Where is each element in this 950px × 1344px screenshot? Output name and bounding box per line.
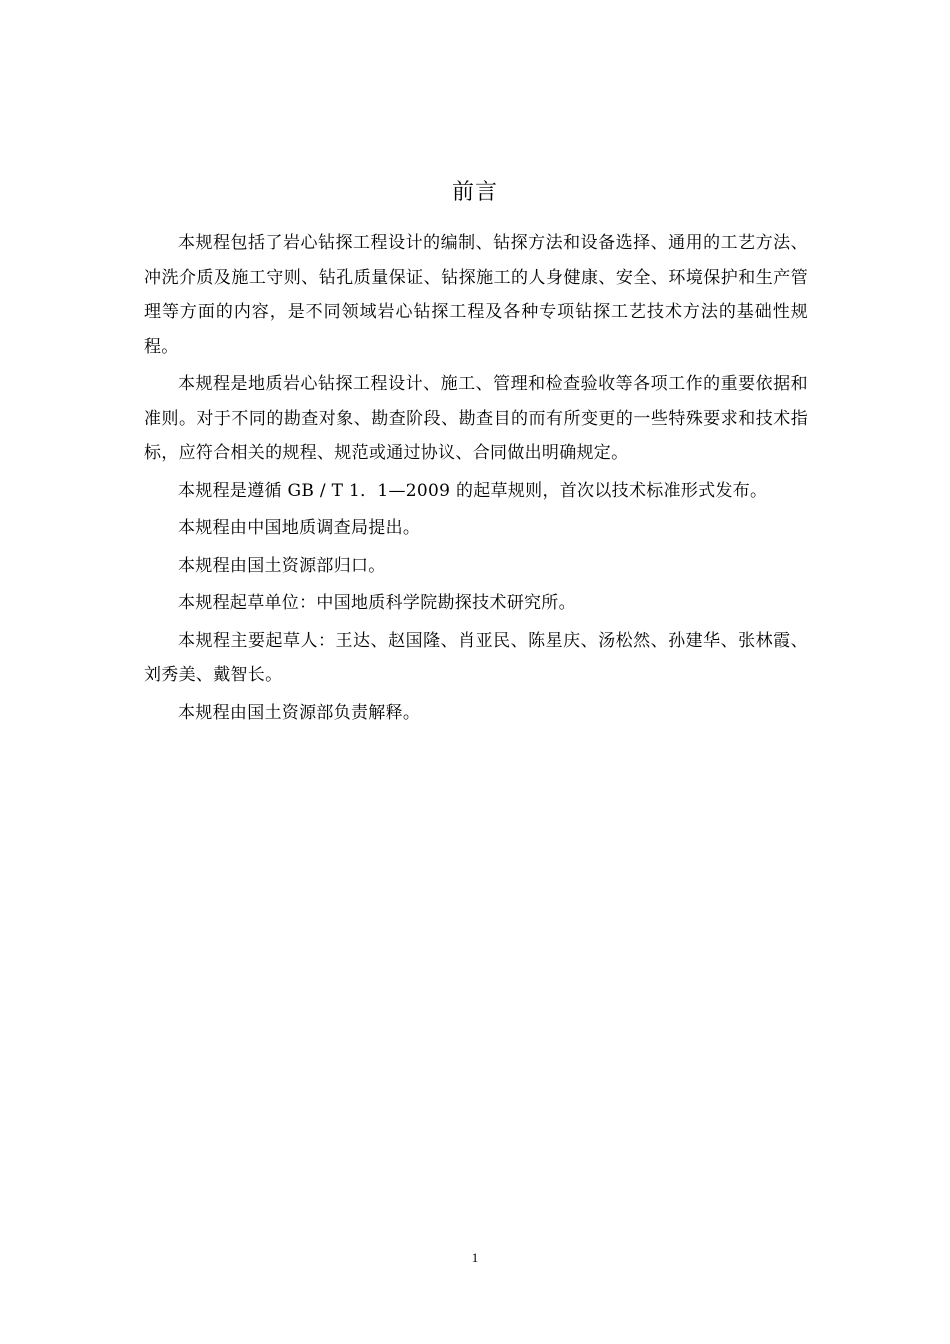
page-number: 1 <box>471 1250 479 1265</box>
page-title: 前言 <box>451 180 498 205</box>
paragraph-drafting-unit: 本规程起草单位：中国地质科学院勘探技术研究所。 <box>178 593 576 613</box>
paragraph-centralized-management: 本规程由国土资源部归口。 <box>178 555 386 576</box>
paragraph-interpretation: 本规程由国土资源部负责解释。 <box>178 702 421 723</box>
paragraph-scope: 本规程包括了岩心钻探工程设计的编制、钻探方法和设备选择、通用的工艺方法、冲洗介质及施工守则、钻孔质量保证、钻探施工的人身健康、安全、环境保护和生产管理等方面的内容，是不同领域岩心钻探工程及各种专项钻探工艺技术方法的基础性规程。 <box>144 233 808 357</box>
paragraph-basis: 本规程是地质岩心钻探工程设计、施工、管理和检查验收等各项工作的重要依据和准则。对于不同的勘查对象、勘查阶段、勘查目的而有所变更的一些特殊要求和技术指标，应符合相关的规程、规范或通过协议、合同做出明确规定。 <box>144 374 808 463</box>
paragraph-drafters: 本规程主要起草人：王达、赵国隆、肖亚民、陈星庆、汤松然、孙建华、张林霞、刘秀美、戴智长。 <box>144 630 808 685</box>
paragraph-proposer: 本规程由中国地质调查局提出。 <box>178 518 421 538</box>
paragraph-drafting-rules: 本规程是遵循 GB / T 1．1—2009 的起草规则，首次以技术标准形式发布。 <box>178 480 768 501</box>
foreword-body <box>144 226 808 733</box>
